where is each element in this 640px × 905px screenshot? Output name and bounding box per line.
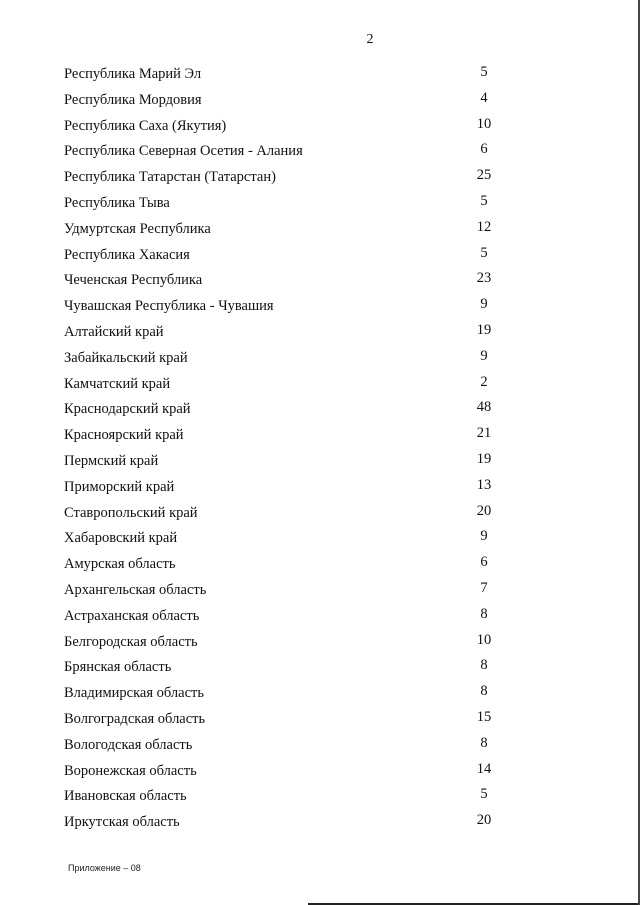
region-name: Республика Мордовия: [64, 91, 202, 108]
region-name: Республика Северная Осетия - Алания: [64, 143, 303, 160]
region-name: Республика Марий Эл: [64, 66, 202, 82]
region-value: 15: [476, 708, 492, 725]
region-value: 5: [480, 244, 488, 261]
footer-note: Приложение – 08: [68, 863, 141, 873]
region-row: [64, 735, 504, 761]
region-value: 8: [480, 734, 488, 751]
region-value: 14: [476, 760, 492, 777]
region-row: [64, 554, 504, 580]
region-value: 21: [476, 425, 492, 442]
region-name: Ивановская область: [64, 788, 187, 805]
region-row: [64, 761, 504, 787]
region-name: Удмуртская Республика: [64, 220, 211, 237]
region-row: [64, 580, 504, 606]
region-name: Алтайский край: [64, 323, 164, 340]
region-name: Республика Хакасия: [64, 246, 190, 263]
region-row: [64, 296, 504, 322]
region-value: 4: [480, 89, 488, 106]
region-name: Забайкальский край: [64, 349, 188, 366]
region-row: [64, 632, 504, 658]
region-name: Иркутская область: [64, 814, 180, 831]
region-name: Приморский край: [64, 478, 175, 495]
region-row: [64, 219, 504, 245]
region-row: [64, 399, 504, 425]
region-row: [64, 528, 504, 554]
region-name: Белгородская область: [64, 633, 198, 650]
region-value: 20: [476, 812, 492, 829]
region-value: 20: [476, 502, 492, 519]
region-value: 13: [476, 476, 492, 493]
region-row: [64, 90, 504, 116]
region-name: Республика Саха (Якутия): [64, 117, 227, 134]
region-value: 9: [480, 296, 488, 313]
region-row: [64, 116, 504, 142]
region-row: [64, 141, 504, 167]
region-name: Астраханская область: [64, 607, 200, 624]
region-value: 25: [476, 167, 492, 184]
region-value: 19: [476, 321, 492, 338]
region-name: Воронежская область: [64, 762, 197, 779]
region-row: [64, 503, 504, 529]
region-row: [64, 167, 504, 193]
region-value: 9: [480, 528, 488, 545]
region-value: 9: [480, 347, 488, 364]
region-row: [64, 374, 504, 400]
region-list: [64, 64, 504, 838]
region-value: 10: [476, 115, 492, 132]
region-row: [64, 193, 504, 219]
region-value: 23: [476, 270, 492, 287]
region-value: 8: [480, 605, 488, 622]
region-value: 8: [480, 657, 488, 674]
region-name: Хабаровский край: [64, 530, 178, 547]
region-row: [64, 683, 504, 709]
region-row: [64, 64, 504, 90]
region-value: 5: [480, 786, 488, 803]
region-row: [64, 425, 504, 451]
region-row: [64, 322, 504, 348]
region-value: 6: [480, 554, 488, 571]
region-value: 12: [476, 218, 492, 235]
region-row: [64, 451, 504, 477]
region-name: Краснодарский край: [64, 401, 191, 418]
region-value: 19: [476, 450, 492, 467]
region-name: Красноярский край: [64, 427, 184, 444]
region-name: Чеченская Республика: [64, 272, 203, 289]
region-value: 5: [480, 64, 488, 80]
region-row: [64, 812, 504, 838]
region-name: Волгоградская область: [64, 710, 206, 727]
region-row: [64, 245, 504, 271]
region-name: Пермский край: [64, 452, 159, 469]
region-value: 5: [480, 192, 488, 209]
region-value: 2: [480, 373, 488, 390]
region-name: Архангельская область: [64, 581, 207, 598]
region-value: 6: [480, 141, 488, 158]
region-name: Амурская область: [64, 556, 176, 573]
region-row: [64, 606, 504, 632]
region-row: [64, 348, 504, 374]
region-value: 8: [480, 683, 488, 700]
region-value: 10: [476, 631, 492, 648]
region-name: Чувашская Республика - Чувашия: [64, 298, 274, 315]
region-name: Республика Тыва: [64, 194, 170, 211]
region-name: Ставропольский край: [64, 504, 198, 521]
region-name: Вологодская область: [64, 736, 193, 753]
region-value: 48: [476, 399, 492, 416]
region-row: [64, 270, 504, 296]
region-row: [64, 657, 504, 683]
region-name: Республика Татарстан (Татарстан): [64, 169, 276, 186]
region-row: [64, 709, 504, 735]
region-name: Владимирская область: [64, 685, 204, 702]
region-name: Брянская область: [64, 659, 172, 676]
region-name: Камчатский край: [64, 375, 171, 392]
region-row: [64, 786, 504, 812]
page-number: 2: [366, 32, 374, 47]
region-row: [64, 477, 504, 503]
region-value: 7: [480, 579, 488, 596]
